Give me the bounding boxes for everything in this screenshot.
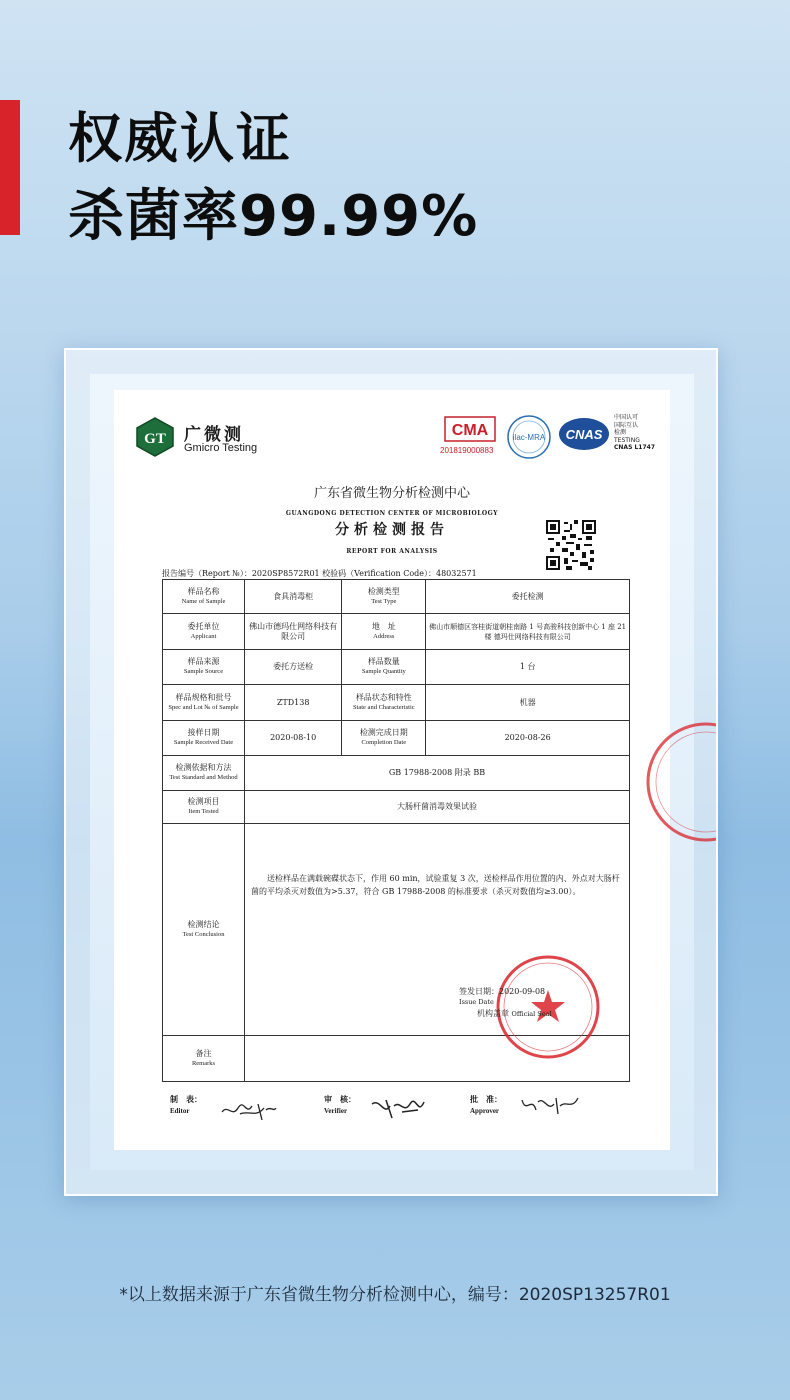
- gmicro-logo-icon: [134, 416, 176, 458]
- report-number-line: 报告编号（Report №）：2020SP8572R01 校验码（Verification Code）：48032571: [162, 569, 477, 578]
- report-title-en: REPORT FOR ANALYSIS: [346, 548, 438, 555]
- data-source-footnote: *以上数据来源于广东省微生物分析检测中心，编号：2020SP13257R01: [119, 1285, 671, 1305]
- report-title-cn: 分析检测报告: [335, 522, 449, 538]
- received-date-value: 2020-08-10: [245, 721, 342, 756]
- headline-line1: 权威认证: [68, 107, 292, 170]
- svg-text:CMA: CMA: [451, 422, 489, 439]
- table-row: 样品规格和批号 Spec and Lot № of Sample ZTD138 样品状态和特性 State and Characteristic 机器: [163, 685, 630, 721]
- logo-name-cn: 广微测: [184, 425, 244, 445]
- ilac-mra-badge-icon: [506, 414, 552, 460]
- item-tested-value: 大肠杆菌消毒效果试验: [245, 791, 630, 824]
- certificate-table: [162, 579, 630, 1082]
- verifier-signature-label: 审 核： Verifier: [324, 1095, 356, 1115]
- org-title-cn: 广东省微生物分析检测中心: [313, 486, 470, 501]
- svg-text:CNAS: CNAS: [565, 427, 603, 442]
- test-type-value: 委托检测: [426, 580, 630, 614]
- issue-block: 签发日期：2020-09-08 Issue Date 机构盖章 Official Seal: [459, 987, 552, 1018]
- org-title-en: GUANGDONG DETECTION CENTER OF MICROBIOLOGY: [285, 510, 499, 517]
- sample-name-value: 食具消毒柜: [245, 580, 342, 614]
- cma-number: 201819000883: [440, 446, 494, 455]
- certificate-document: [114, 390, 670, 1150]
- table-row: 样品来源 Sample Source 委托方送检 样品数量 Sample Quantity 1 台: [163, 650, 630, 685]
- accent-bar: [0, 100, 20, 235]
- table-row: 样品名称 Name of Sample 食具消毒柜 检测类型 Test Type 委托检测: [163, 580, 630, 614]
- table-row: 备注 Remarks: [163, 1036, 630, 1082]
- qr-code-icon: [546, 520, 596, 570]
- issue-date: 2020-09-08: [499, 987, 546, 996]
- applicant-value: 佛山市德玛仕网络科技有限公司: [245, 614, 342, 650]
- spec-value: ZTD138: [245, 685, 342, 721]
- headline-line2: 杀菌率99.99%: [68, 184, 479, 249]
- editor-signature-icon: [218, 1098, 278, 1124]
- logo-name-en: Gmicro Testing: [184, 442, 258, 454]
- address-value: 佛山市顺德区容桂街道朝桂南路 1 号高骏科技创新中心 1 座 21 楼 德玛仕网络科技有限公司: [426, 614, 630, 650]
- cma-badge-icon: [444, 416, 496, 442]
- sample-quantity-value: 1 台: [426, 650, 630, 685]
- svg-text:GT: GT: [144, 431, 166, 447]
- table-row: 接样日期 Sample Received Date 2020-08-10 检测完成日期 Completion Date 2020-08-26: [163, 721, 630, 756]
- editor-signature-label: 制 表： Editor: [170, 1095, 202, 1115]
- approver-signature-label: 批 准： Approver: [470, 1095, 502, 1115]
- partial-seal-icon: [636, 712, 716, 852]
- table-row: 检测项目 Item Tested 大肠杆菌消毒效果试验: [163, 791, 630, 824]
- test-conclusion-text: 送检样品在满载碗碟状态下，作用 60 min，试验重复 3 次，送检样品作用位置的内、外点对大肠杆菌的平均杀灭对数值为>5.37，符合 GB 17988-2008 的标准要求（杀灭对数值均≥3.00）。: [251, 874, 620, 896]
- table-row: 检测结论 Test Conclusion 送检样品在满载碗碟状态下，作用 60 min，试验重复 3 次，送检样品作用位置的内、外点对大肠杆菌的平均杀灭对数值为>5.37，符合 GB 17988-2008 的标准要求（杀灭对数值均≥3.00）。 签发日期：2020-09-08 Issue Date 机构盖章 Official Seal: [163, 824, 630, 1036]
- state-value: 机器: [426, 685, 630, 721]
- table-row: 检测依据和方法 Test Standard and Method GB 17988-2008 附录 BB: [163, 756, 630, 791]
- test-standard-value: GB 17988-2008 附录 BB: [245, 756, 630, 791]
- verifier-signature-icon: [368, 1094, 428, 1122]
- cnas-badge-icon: [558, 416, 610, 452]
- test-conclusion-cell: [245, 824, 630, 1036]
- completion-date-value: 2020-08-26: [426, 721, 630, 756]
- approver-signature-icon: [518, 1092, 582, 1120]
- sample-source-value: 委托方送检: [245, 650, 342, 685]
- cnas-text: 中国认可 国际互认 检测 TESTING CNAS L1747: [614, 414, 656, 451]
- svg-text:ilac-MRA: ilac-MRA: [512, 433, 546, 442]
- table-row: 委托单位 Applicant 佛山市德玛仕网络科技有限公司 地 址 Address 佛山市顺德区容桂街道朝桂南路 1 号高骏科技创新中心 1 座 21 楼 德玛仕网络科技有限公司: [163, 614, 630, 650]
